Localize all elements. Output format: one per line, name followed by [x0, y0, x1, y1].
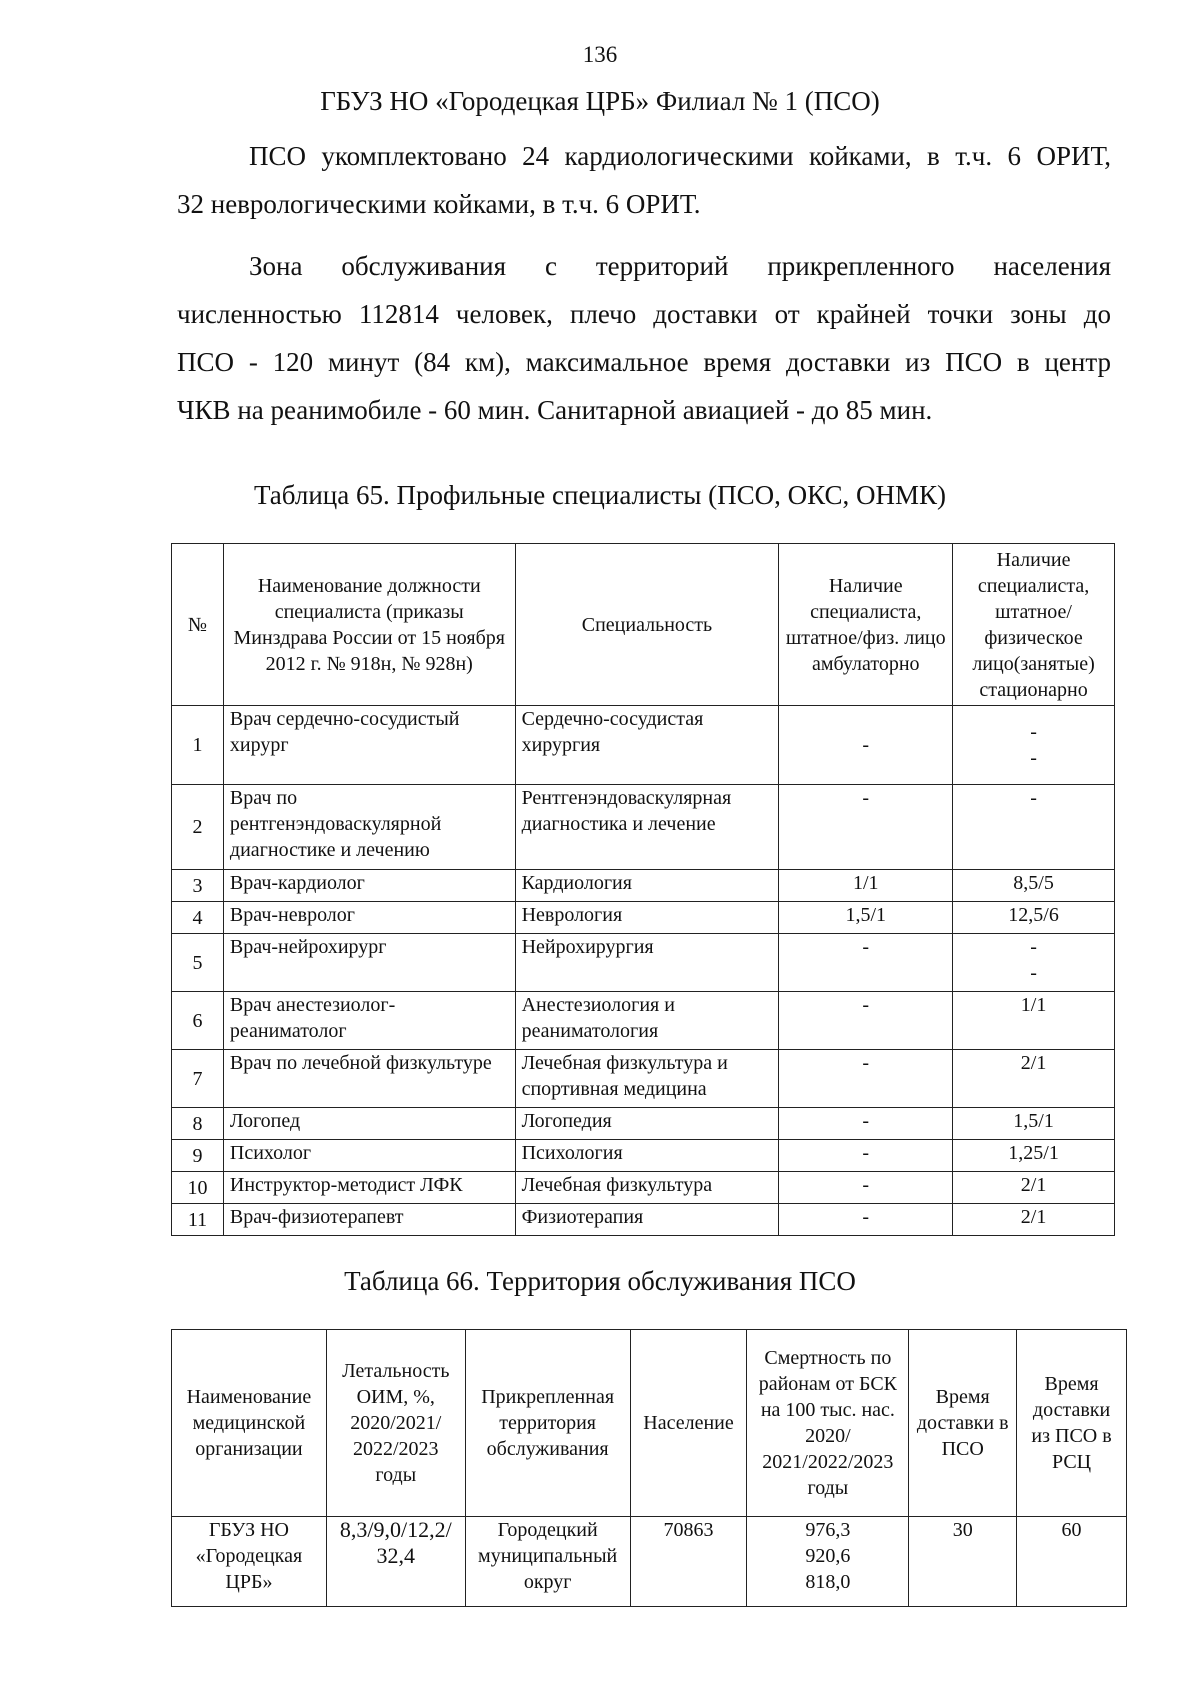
row-specialty: Нейрохирургия — [515, 934, 779, 992]
row-inpatient — [953, 902, 1115, 934]
row-inpatient — [953, 1108, 1115, 1140]
inpatient-value: 2/1 — [1020, 1052, 1047, 1074]
row-population: 70863 — [630, 1517, 747, 1607]
table-row — [172, 1204, 1115, 1236]
row-position: Врач по лечебной физкультуре — [223, 1050, 515, 1108]
row-num: 9 — [172, 1140, 224, 1172]
row-num: 2 — [172, 785, 224, 870]
row-inpatient — [953, 785, 1115, 870]
paragraph-line: ПСО укомплектовано 24 кардиологическими койками, в т.ч. 6 ОРИТ, — [249, 141, 1111, 171]
inpatient-value: - — [1030, 962, 1037, 984]
row-specialty: Психология — [515, 1140, 779, 1172]
row-position: Врач по рентгенэндоваскулярной диагностике и лечению — [223, 785, 515, 870]
row-num: 4 — [172, 902, 224, 934]
row-position: Врач-кардиолог — [223, 870, 515, 902]
table-row — [172, 1108, 1115, 1140]
row-delivery-rsc: 60 — [1017, 1517, 1127, 1607]
row-outpatient: - — [779, 706, 953, 785]
header-population: Население — [630, 1330, 747, 1517]
inpatient-value: 2/1 — [1020, 1174, 1047, 1196]
row-specialty: Кардиология — [515, 870, 779, 902]
table-65-caption: Таблица 65. Профильные специалисты (ПСО, ОКС, ОНМК) — [253, 480, 946, 510]
header-mortality-oim: Летальность ОИМ, %, 2020/2021/ 2022/2023 годы — [326, 1330, 465, 1517]
row-outpatient: 1/1 — [779, 870, 953, 902]
table-row — [172, 1172, 1115, 1204]
row-outpatient: - — [779, 1172, 953, 1204]
row-specialty: Физиотерапия — [515, 1204, 779, 1236]
row-position: Врач-невролог — [223, 902, 515, 934]
row-inpatient — [953, 1204, 1115, 1236]
table-66-header-row — [172, 1330, 1127, 1517]
paragraph-line: Зона обслуживания с территорий прикрепленного населения — [249, 251, 1111, 281]
table-row — [172, 1050, 1115, 1108]
row-specialty: Рентгенэндоваскулярная диагностика и лечение — [515, 785, 779, 870]
page-heading: ГБУЗ НО «Городецкая ЦРБ» Филиал № 1 (ПСО) — [320, 86, 880, 116]
row-num: 6 — [172, 992, 224, 1050]
row-inpatient — [953, 1140, 1115, 1172]
paragraph-line: 32 неврологическими койками, в т.ч. 6 ОРИТ. — [177, 189, 701, 219]
paragraph-line: численностью 112814 человек, плечо доставки от крайней точки зоны до — [177, 299, 1111, 329]
row-inpatient — [953, 1050, 1115, 1108]
row-position: Врач-физиотерапевт — [223, 1204, 515, 1236]
header-inpatient: Наличие специалиста, штатное/физическое лицо(занятые) стационарно — [953, 544, 1115, 706]
row-outpatient: - — [779, 785, 953, 870]
header-position: Наименование должности специалиста (приказы Минздрава России от 15 ноября 2012 г. № 918н, № 928н) — [223, 544, 515, 706]
row-outpatient: - — [779, 1140, 953, 1172]
inpatient-value: 1,25/1 — [1008, 1142, 1059, 1164]
bsk-value: 818,0 — [805, 1571, 851, 1593]
row-inpatient — [953, 992, 1115, 1050]
row-position: Инструктор-методист ЛФК — [223, 1172, 515, 1204]
row-inpatient — [953, 706, 1115, 785]
inpatient-value: 2/1 — [1020, 1206, 1047, 1228]
row-specialty: Неврология — [515, 902, 779, 934]
table-row — [172, 1517, 1127, 1607]
row-outpatient: 1,5/1 — [779, 902, 953, 934]
row-num: 11 — [172, 1204, 224, 1236]
inpatient-value: - — [1030, 747, 1037, 769]
paragraph-line: ЧКВ на реанимобиле - 60 мин. Санитарной авиацией - до 85 мин. — [177, 395, 933, 425]
table-66-caption: Таблица 66. Территория обслуживания ПСО — [344, 1266, 856, 1296]
row-specialty: Лечебная физкультура — [515, 1172, 779, 1204]
row-specialty: Логопедия — [515, 1108, 779, 1140]
header-delivery-pso: Время доставки в ПСО — [909, 1330, 1017, 1517]
row-delivery-pso: 30 — [909, 1517, 1017, 1607]
table-row — [172, 992, 1115, 1050]
table-65-header-row — [172, 544, 1115, 706]
header-num: № — [172, 544, 224, 706]
paragraph-line: ПСО - 120 минут (84 км), максимальное время доставки из ПСО в центр — [177, 347, 1111, 377]
row-bsk-mortality — [747, 1517, 909, 1607]
row-outpatient: - — [779, 1204, 953, 1236]
row-num: 1 — [172, 706, 224, 785]
inpatient-value: 1/1 — [1020, 994, 1047, 1016]
inpatient-value: 12,5/6 — [1008, 904, 1059, 926]
inpatient-value: 1,5/1 — [1013, 1110, 1054, 1132]
row-num: 7 — [172, 1050, 224, 1108]
row-num: 3 — [172, 870, 224, 902]
paragraph-service-zone — [177, 242, 1111, 434]
table-65-specialists — [171, 543, 1115, 1236]
row-outpatient: - — [779, 934, 953, 992]
row-specialty: Лечебная физкультура и спортивная медицина — [515, 1050, 779, 1108]
header-org: Наименование медицинской организации — [172, 1330, 327, 1517]
table-66-territory — [171, 1329, 1127, 1607]
row-position: Психолог — [223, 1140, 515, 1172]
table-row — [172, 706, 1115, 785]
row-num: 8 — [172, 1108, 224, 1140]
inpatient-value: 8,5/5 — [1013, 872, 1054, 894]
header-specialty: Специальность — [515, 544, 779, 706]
row-position: Врач сердечно-сосудистый хирург — [223, 706, 515, 785]
inpatient-value: - — [1030, 787, 1037, 809]
row-inpatient — [953, 1172, 1115, 1204]
paragraph-beds — [177, 132, 1111, 228]
table-row — [172, 1140, 1115, 1172]
page-number: 136 — [582, 42, 618, 67]
row-position: Врач анестезиолог-реаниматолог — [223, 992, 515, 1050]
inpatient-value: - — [1030, 936, 1037, 958]
row-mortality-oim: 8,3/9,0/12,2/ 32,4 — [326, 1517, 465, 1607]
row-specialty: Анестезиология и реаниматология — [515, 992, 779, 1050]
row-outpatient: - — [779, 1108, 953, 1140]
row-outpatient: - — [779, 1050, 953, 1108]
bsk-value: 976,3 — [805, 1519, 851, 1541]
row-num: 10 — [172, 1172, 224, 1204]
row-outpatient: - — [779, 992, 953, 1050]
header-territory: Прикрепленная территория обслуживания — [465, 1330, 630, 1517]
header-bsk-mortality: Смертность по районам от БСК на 100 тыс. нас. 2020/ 2021/2022/2023 годы — [747, 1330, 909, 1517]
header-delivery-rsc: Время доставки из ПСО в РСЦ — [1017, 1330, 1127, 1517]
row-position: Врач-нейрохирург — [223, 934, 515, 992]
bsk-value: 920,6 — [805, 1545, 851, 1567]
table-row — [172, 902, 1115, 934]
inpatient-value: - — [1030, 721, 1037, 743]
row-inpatient — [953, 870, 1115, 902]
table-row — [172, 870, 1115, 902]
row-num: 5 — [172, 934, 224, 992]
header-outpatient: Наличие специалиста, штатное/физ. лицо амбулаторно — [779, 544, 953, 706]
row-inpatient — [953, 934, 1115, 992]
row-position: Логопед — [223, 1108, 515, 1140]
row-org: ГБУЗ НО «Городецкая ЦРБ» — [172, 1517, 327, 1607]
row-territory: Городецкий муниципальный округ — [465, 1517, 630, 1607]
table-row — [172, 785, 1115, 870]
table-row — [172, 934, 1115, 992]
row-specialty: Сердечно-сосудистая хирургия — [515, 706, 779, 785]
